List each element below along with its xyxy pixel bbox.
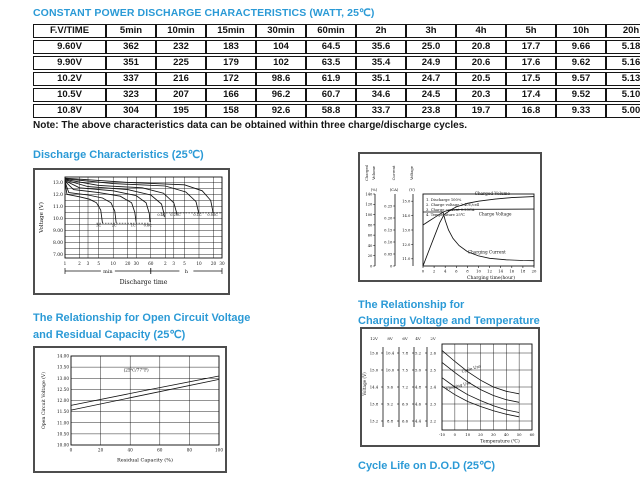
table-row [33,88,640,102]
svg-text:2. Charge voltage 2.40V/cell: 2. Charge voltage 2.40V/cell [426,203,480,207]
svg-text:Charged: Charged [365,164,369,182]
svg-text:0: 0 [421,268,425,274]
table-cell: 183 [206,40,256,54]
svg-text:15.6: 15.6 [369,350,379,356]
svg-text:15.0: 15.0 [369,367,379,373]
svg-text:Charged Volume: Charged Volume [474,191,510,197]
svg-text:4. Temperature 25℃: 4. Temperature 25℃ [426,213,465,217]
table-cell: 9.60V [33,40,106,54]
svg-text:14: 14 [498,268,504,274]
svg-text:2.3: 2.3 [429,401,437,407]
svg-text:40: 40 [127,447,133,453]
svg-text:Residual Capacity (%): Residual Capacity (%) [117,457,173,464]
svg-text:14.0: 14.0 [402,214,411,218]
svg-text:100: 100 [365,212,373,217]
table-header-cell: 2h [356,24,406,38]
svg-text:Volume: Volume [372,166,376,180]
svg-text:2: 2 [78,261,81,266]
svg-text:5: 5 [183,261,186,266]
table-header-cell: 10min [156,24,206,38]
table-cell: 216 [156,72,206,86]
table-header-cell: 60min [306,24,356,38]
table-cell: 158 [206,104,256,118]
svg-text:8: 8 [466,268,469,274]
table-cell: 195 [156,104,206,118]
svg-text:10.0: 10.0 [385,367,395,373]
table-cell: 33.7 [356,104,406,118]
table-cell: 172 [206,72,256,86]
svg-text:Voltage (V): Voltage (V) [39,202,45,233]
svg-text:10.4: 10.4 [385,350,395,356]
table-row [33,72,640,86]
svg-text:3: 3 [86,261,90,266]
svg-text:h: h [184,269,188,275]
ocv-chart-title-line1: The Relationship for Open Circuit Voltage [33,312,251,324]
svg-text:5.0: 5.0 [414,367,422,373]
table-cell: 25.0 [406,40,456,54]
svg-text:Current: Current [392,165,396,181]
svg-text:-10: -10 [438,432,446,437]
svg-text:6.9: 6.9 [401,401,409,407]
svg-text:20: 20 [125,261,131,266]
svg-text:6.6: 6.6 [401,418,409,424]
table-header-cell: 10h [556,24,606,38]
svg-text:80: 80 [186,447,193,453]
svg-text:10: 10 [465,432,471,437]
table-cell: 337 [106,72,156,86]
svg-text:2.6: 2.6 [429,350,437,356]
table-cell: 20.6 [456,56,506,70]
table-cell: 9.90V [33,56,106,70]
svg-text:(V): (V) [409,187,415,192]
table-cell: 20.5 [456,72,506,86]
svg-text:0.20: 0.20 [384,216,393,221]
svg-text:1: 1 [63,261,67,266]
table-cell: 98.6 [256,72,306,86]
svg-text:14.4: 14.4 [369,384,379,390]
table-cell: 35.4 [356,56,406,70]
svg-text:0.25C: 0.25C [170,213,181,217]
svg-text:5.2: 5.2 [414,350,422,356]
svg-text:Voltage: Voltage [410,166,414,180]
discharge-chart-frame [33,168,230,295]
table-cell: 5.10 [606,88,640,102]
svg-text:(25℃/77°F): (25℃/77°F) [123,367,149,373]
svg-text:30: 30 [133,261,139,266]
svg-text:10: 10 [196,261,202,266]
svg-text:5: 5 [97,261,101,266]
svg-text:7.2: 7.2 [401,384,409,390]
table-header-row [33,24,640,38]
svg-text:13.00: 13.00 [57,375,69,381]
svg-text:20: 20 [531,268,537,274]
svg-text:Open Circuit Voltage (V): Open Circuit Voltage (V) [42,371,47,430]
table-note: Note: The above characteristics data can be obtained within three charge/discharge cycles. [33,120,468,131]
table-cell: 362 [106,40,156,54]
table-cell: 24.9 [406,56,456,70]
svg-text:12V: 12V [370,336,378,341]
svg-text:6: 6 [455,268,458,274]
svg-text:0.6C: 0.6C [143,223,152,228]
table-cell: 9.57 [556,72,606,86]
table-head [33,24,640,38]
table-cell: 207 [156,88,206,102]
table-header-cell: 5h [506,24,556,38]
svg-text:0.15: 0.15 [384,228,393,233]
svg-text:Discharge time: Discharge time [119,279,168,286]
table-header-cell: 5min [106,24,156,38]
svg-text:30: 30 [491,432,496,437]
table-cell: 16.8 [506,104,556,118]
table-cell: 35.1 [356,72,406,86]
table-row [33,40,640,54]
charging-chart-frame [358,152,542,282]
svg-text:30: 30 [219,261,225,266]
svg-text:100: 100 [215,447,223,453]
table-cell: 179 [206,56,256,70]
svg-text:60: 60 [529,432,535,437]
svg-text:Floating Use: Floating Use [445,379,472,392]
discharge-chart [35,170,228,293]
table-body [33,40,640,118]
table-cell: 10.8V [33,104,106,118]
temp-chart-title-line2: Charging Voltage and Temperature [358,315,540,327]
svg-text:0.25: 0.25 [384,204,393,209]
svg-text:3C: 3C [96,223,102,228]
svg-text:0: 0 [370,264,373,269]
table-header-cell: 3h [406,24,456,38]
svg-text:0.10: 0.10 [384,240,393,245]
svg-text:0: 0 [390,264,393,269]
svg-text:(%): (%) [370,187,378,192]
table-header-cell: 15min [206,24,256,38]
svg-text:20: 20 [478,432,483,437]
table-cell: 17.4 [506,88,556,102]
table-cell: 64.5 [306,40,356,54]
table-cell: 5.13 [606,72,640,86]
svg-text:2V: 2V [430,336,436,341]
svg-text:0.05C: 0.05C [207,213,218,217]
svg-text:10.50: 10.50 [57,431,69,437]
svg-text:4.8: 4.8 [414,384,422,390]
table-cell: 20.8 [456,40,506,54]
table-cell: 17.6 [506,56,556,70]
svg-text:3: 3 [172,261,176,266]
svg-text:11.50: 11.50 [57,409,69,415]
svg-text:3. Charge current 0.25CA: 3. Charge current 0.25CA [426,208,475,212]
svg-text:Charging Current: Charging Current [467,249,506,255]
table-cell: 35.6 [356,40,406,54]
table-cell: 323 [106,88,156,102]
svg-text:8.00: 8.00 [52,241,63,246]
table-cell: 102 [256,56,306,70]
svg-text:15.0: 15.0 [402,199,411,204]
svg-text:2C: 2C [111,223,117,228]
svg-text:13.0: 13.0 [402,228,411,233]
svg-text:4.6: 4.6 [414,401,422,407]
svg-text:1. Discharge 100%: 1. Discharge 100% [426,198,462,202]
svg-text:13.2: 13.2 [369,418,379,424]
table-cell: 92.6 [256,104,306,118]
svg-text:9.6: 9.6 [386,384,394,390]
table-row [33,56,640,70]
table-header-cell: F.V/TIME [33,24,106,38]
table-cell: 9.62 [556,56,606,70]
svg-text:2.4: 2.4 [429,384,437,390]
svg-text:60: 60 [148,261,154,266]
svg-text:2: 2 [163,261,167,266]
svg-text:7.8: 7.8 [401,350,409,356]
svg-text:Charging time(hour): Charging time(hour) [466,276,516,280]
svg-text:2: 2 [432,268,436,274]
table-cell: 24.5 [406,88,456,102]
table-cell: 5.16 [606,56,640,70]
svg-text:14.00: 14.00 [57,353,69,359]
table-cell: 225 [156,56,206,70]
ocv-chart-title-line2: and Residual Capacity (25℃) [33,329,186,341]
table-cell: 9.52 [556,88,606,102]
svg-text:13.8: 13.8 [369,401,379,407]
svg-text:11.0: 11.0 [52,205,63,210]
svg-text:40: 40 [367,243,373,248]
table-cell: 17.5 [506,72,556,86]
svg-text:13.0: 13.0 [52,181,63,186]
svg-text:16: 16 [509,268,515,274]
svg-text:0.4C: 0.4C [157,213,166,217]
table-cell: 351 [106,56,156,70]
svg-text:12.0: 12.0 [52,193,63,198]
svg-text:11.0: 11.0 [402,257,411,262]
svg-text:9.2: 9.2 [386,401,394,407]
svg-text:8V: 8V [387,336,393,341]
svg-text:Voltage (V): Voltage (V) [362,372,367,396]
svg-text:120: 120 [365,202,373,207]
table-cell: 9.66 [556,40,606,54]
table-cell: 17.7 [506,40,556,54]
table-cell: 61.9 [306,72,356,86]
svg-text:20: 20 [210,261,217,266]
svg-text:1C: 1C [130,223,136,228]
svg-text:10.0: 10.0 [52,217,63,222]
svg-text:12.00: 12.00 [57,398,69,403]
svg-text:140: 140 [365,192,373,197]
svg-text:10.00: 10.00 [57,442,69,448]
svg-text:0.05: 0.05 [384,252,393,257]
table-cell: 34.6 [356,88,406,102]
svg-text:12: 12 [487,268,493,274]
svg-text:4V: 4V [415,336,421,341]
table-cell: 5.00 [606,104,640,118]
table-cell: 23.8 [406,104,456,118]
svg-text:60: 60 [157,447,163,453]
constant-power-table [33,22,640,120]
svg-text:9.00: 9.00 [52,229,63,234]
svg-text:0.1C: 0.1C [193,213,202,217]
table-cell: 19.7 [456,104,506,118]
table-cell: 24.7 [406,72,456,86]
cycle-life-title: Cycle Life on D.O.D (25℃) [358,460,496,472]
discharge-chart-title: Discharge Characteristics (25℃) [33,149,204,161]
svg-text:12.50: 12.50 [57,386,69,392]
table-cell: 304 [106,104,156,118]
charging-chart [360,154,540,280]
table-cell: 166 [206,88,256,102]
svg-text:Cycle Use: Cycle Use [460,363,482,374]
table-cell: 96.2 [256,88,306,102]
table-cell: 104 [256,40,306,54]
svg-text:12.0: 12.0 [402,242,411,247]
svg-text:Charge Voltage: Charge Voltage [478,211,512,217]
svg-text:10: 10 [110,261,116,266]
svg-text:0: 0 [453,432,457,437]
svg-text:4.4: 4.4 [414,418,422,424]
table-header-cell: 30min [256,24,306,38]
svg-text:50: 50 [516,432,522,437]
svg-text:0: 0 [69,447,73,453]
table-cell: 58.8 [306,104,356,118]
table-row [33,104,640,118]
table-cell: 20.3 [456,88,506,102]
svg-text:7.00: 7.00 [52,253,63,258]
svg-text:2.5: 2.5 [429,367,437,373]
svg-text:11.00: 11.00 [57,420,69,426]
temp-chart-frame [360,327,540,447]
svg-text:6V: 6V [402,336,408,341]
table-cell: 60.7 [306,88,356,102]
svg-text:20: 20 [97,447,104,453]
page-title: CONSTANT POWER DISCHARGE CHARACTERISTICS (WATT, 25℃) [33,7,375,19]
table-cell: 63.5 [306,56,356,70]
svg-text:2.2: 2.2 [429,418,437,424]
svg-text:80: 80 [367,223,373,228]
temp-chart-title-line1: The Relationship for [358,299,465,311]
svg-text:7.5: 7.5 [401,367,409,373]
svg-text:4: 4 [443,268,447,274]
table-cell: 5.18 [606,40,640,54]
svg-text:60: 60 [367,233,373,238]
svg-text:10: 10 [476,268,481,274]
table-header-cell: 20h [606,24,640,38]
svg-text:18: 18 [520,268,526,274]
svg-text:13.50: 13.50 [57,364,69,370]
ocv-chart [35,348,225,471]
svg-text:8.8: 8.8 [386,418,394,424]
table-header-cell: 4h [456,24,506,38]
svg-text:Temperature (℃): Temperature (℃) [480,439,520,445]
temp-chart [362,329,538,445]
table-cell: 10.5V [33,88,106,102]
table-cell: 232 [156,40,206,54]
svg-text:min: min [103,269,113,275]
svg-text:(CA): (CA) [389,187,399,192]
svg-text:40: 40 [503,432,509,437]
table-cell: 10.2V [33,72,106,86]
svg-text:20: 20 [367,254,373,259]
ocv-chart-frame [33,346,227,473]
table-cell: 9.33 [556,104,606,118]
